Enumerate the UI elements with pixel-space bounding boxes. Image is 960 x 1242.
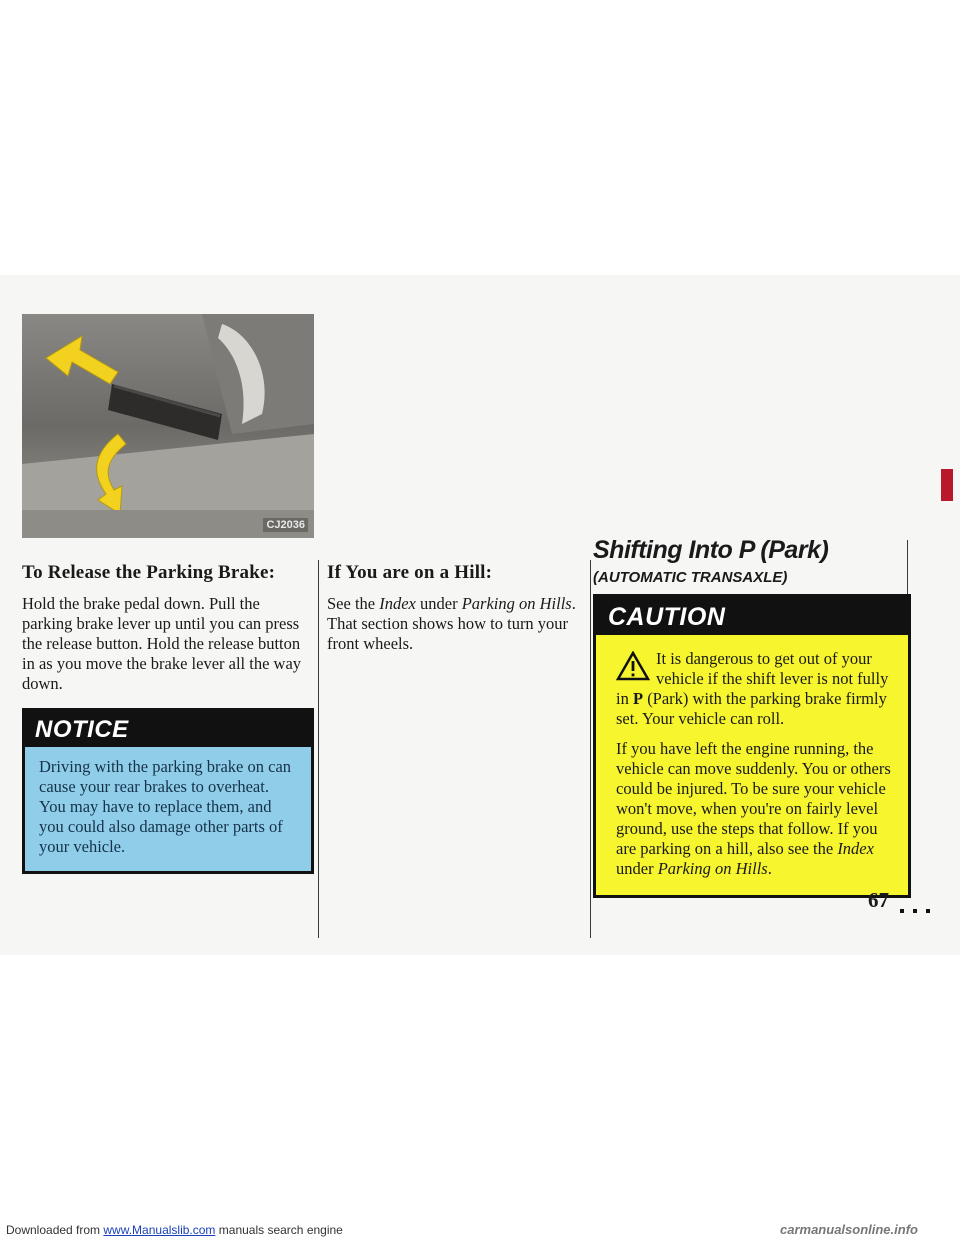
park-column <box>593 536 911 898</box>
release-brake-text: Hold the brake pedal down. Pull the parking brake lever up until you can press the release button. Hold the release button in as you move the brake lever all the way down. <box>22 594 302 693</box>
footer-prefix: Downloaded from <box>6 1223 104 1237</box>
hill-heading: If You are on a Hill: <box>327 562 493 583</box>
parking-brake-illustration <box>22 314 314 538</box>
watermark-text: carmanualsonline.info <box>780 1222 918 1237</box>
caution-p1-after: (Park) with the parking brake firmly set. Your vehicle can roll. <box>616 689 887 728</box>
page-dots <box>900 900 939 918</box>
notice-text: Driving with the parking brake on can cause your rear brakes to overheat. You may have to replace them, and you could also damage other parts of your vehicle. <box>25 747 311 871</box>
column-divider-1 <box>318 560 319 938</box>
caution-hills-ref: Parking on Hills <box>657 859 768 878</box>
caution-body <box>596 635 908 895</box>
caution-p2-under: under <box>616 859 658 878</box>
caution-p2-end: . <box>767 859 772 878</box>
section-subtitle: (AUTOMATIC TRANSAXLE) <box>593 569 788 586</box>
caution-p2-main: If you have left the engine running, the vehicle can move suddenly. You or others could be injured. To be sure your vehicle won't move, when you're on fairly level ground, use the steps that follow. If you are parking on a hill, also see the <box>616 739 891 858</box>
warning-triangle-icon <box>616 651 650 681</box>
caution-p1-before: It is dangerous to get out of your vehicle if the shift lever is not fully in <box>616 649 889 708</box>
release-brake-heading: To Release the Parking Brake: <box>22 562 276 583</box>
index-ref: Index <box>379 594 416 613</box>
park-letter: P <box>632 689 644 708</box>
caution-label: CAUTION <box>596 597 908 635</box>
parking-on-hills-ref: Parking on Hills <box>461 594 572 613</box>
figure-code: CJ2036 <box>263 518 308 532</box>
caution-index-ref: Index <box>837 839 874 858</box>
release-brake-column <box>22 562 314 874</box>
page-number: 67 <box>868 888 889 912</box>
caution-paragraph-1 <box>616 649 892 729</box>
parking-brake-photo <box>22 314 314 538</box>
column-divider-2 <box>590 560 591 938</box>
manualslib-link[interactable]: www.Manualslib.com <box>103 1223 216 1237</box>
hill-text-under: under <box>415 594 462 613</box>
hill-text-before: See the <box>327 594 380 613</box>
notice-box <box>22 708 314 874</box>
caution-paragraph-2 <box>616 739 892 879</box>
hill-column <box>327 562 587 654</box>
caution-box <box>593 594 911 898</box>
hill-text <box>327 594 587 654</box>
section-title: Shifting Into P (Park) <box>593 536 829 564</box>
hill-text-after: . That section shows how to turn your front wheels. <box>327 594 576 653</box>
section-edge-tab <box>941 469 953 501</box>
download-footer <box>6 1223 343 1237</box>
footer-suffix: manuals search engine <box>215 1223 343 1237</box>
notice-label: NOTICE <box>25 711 311 747</box>
